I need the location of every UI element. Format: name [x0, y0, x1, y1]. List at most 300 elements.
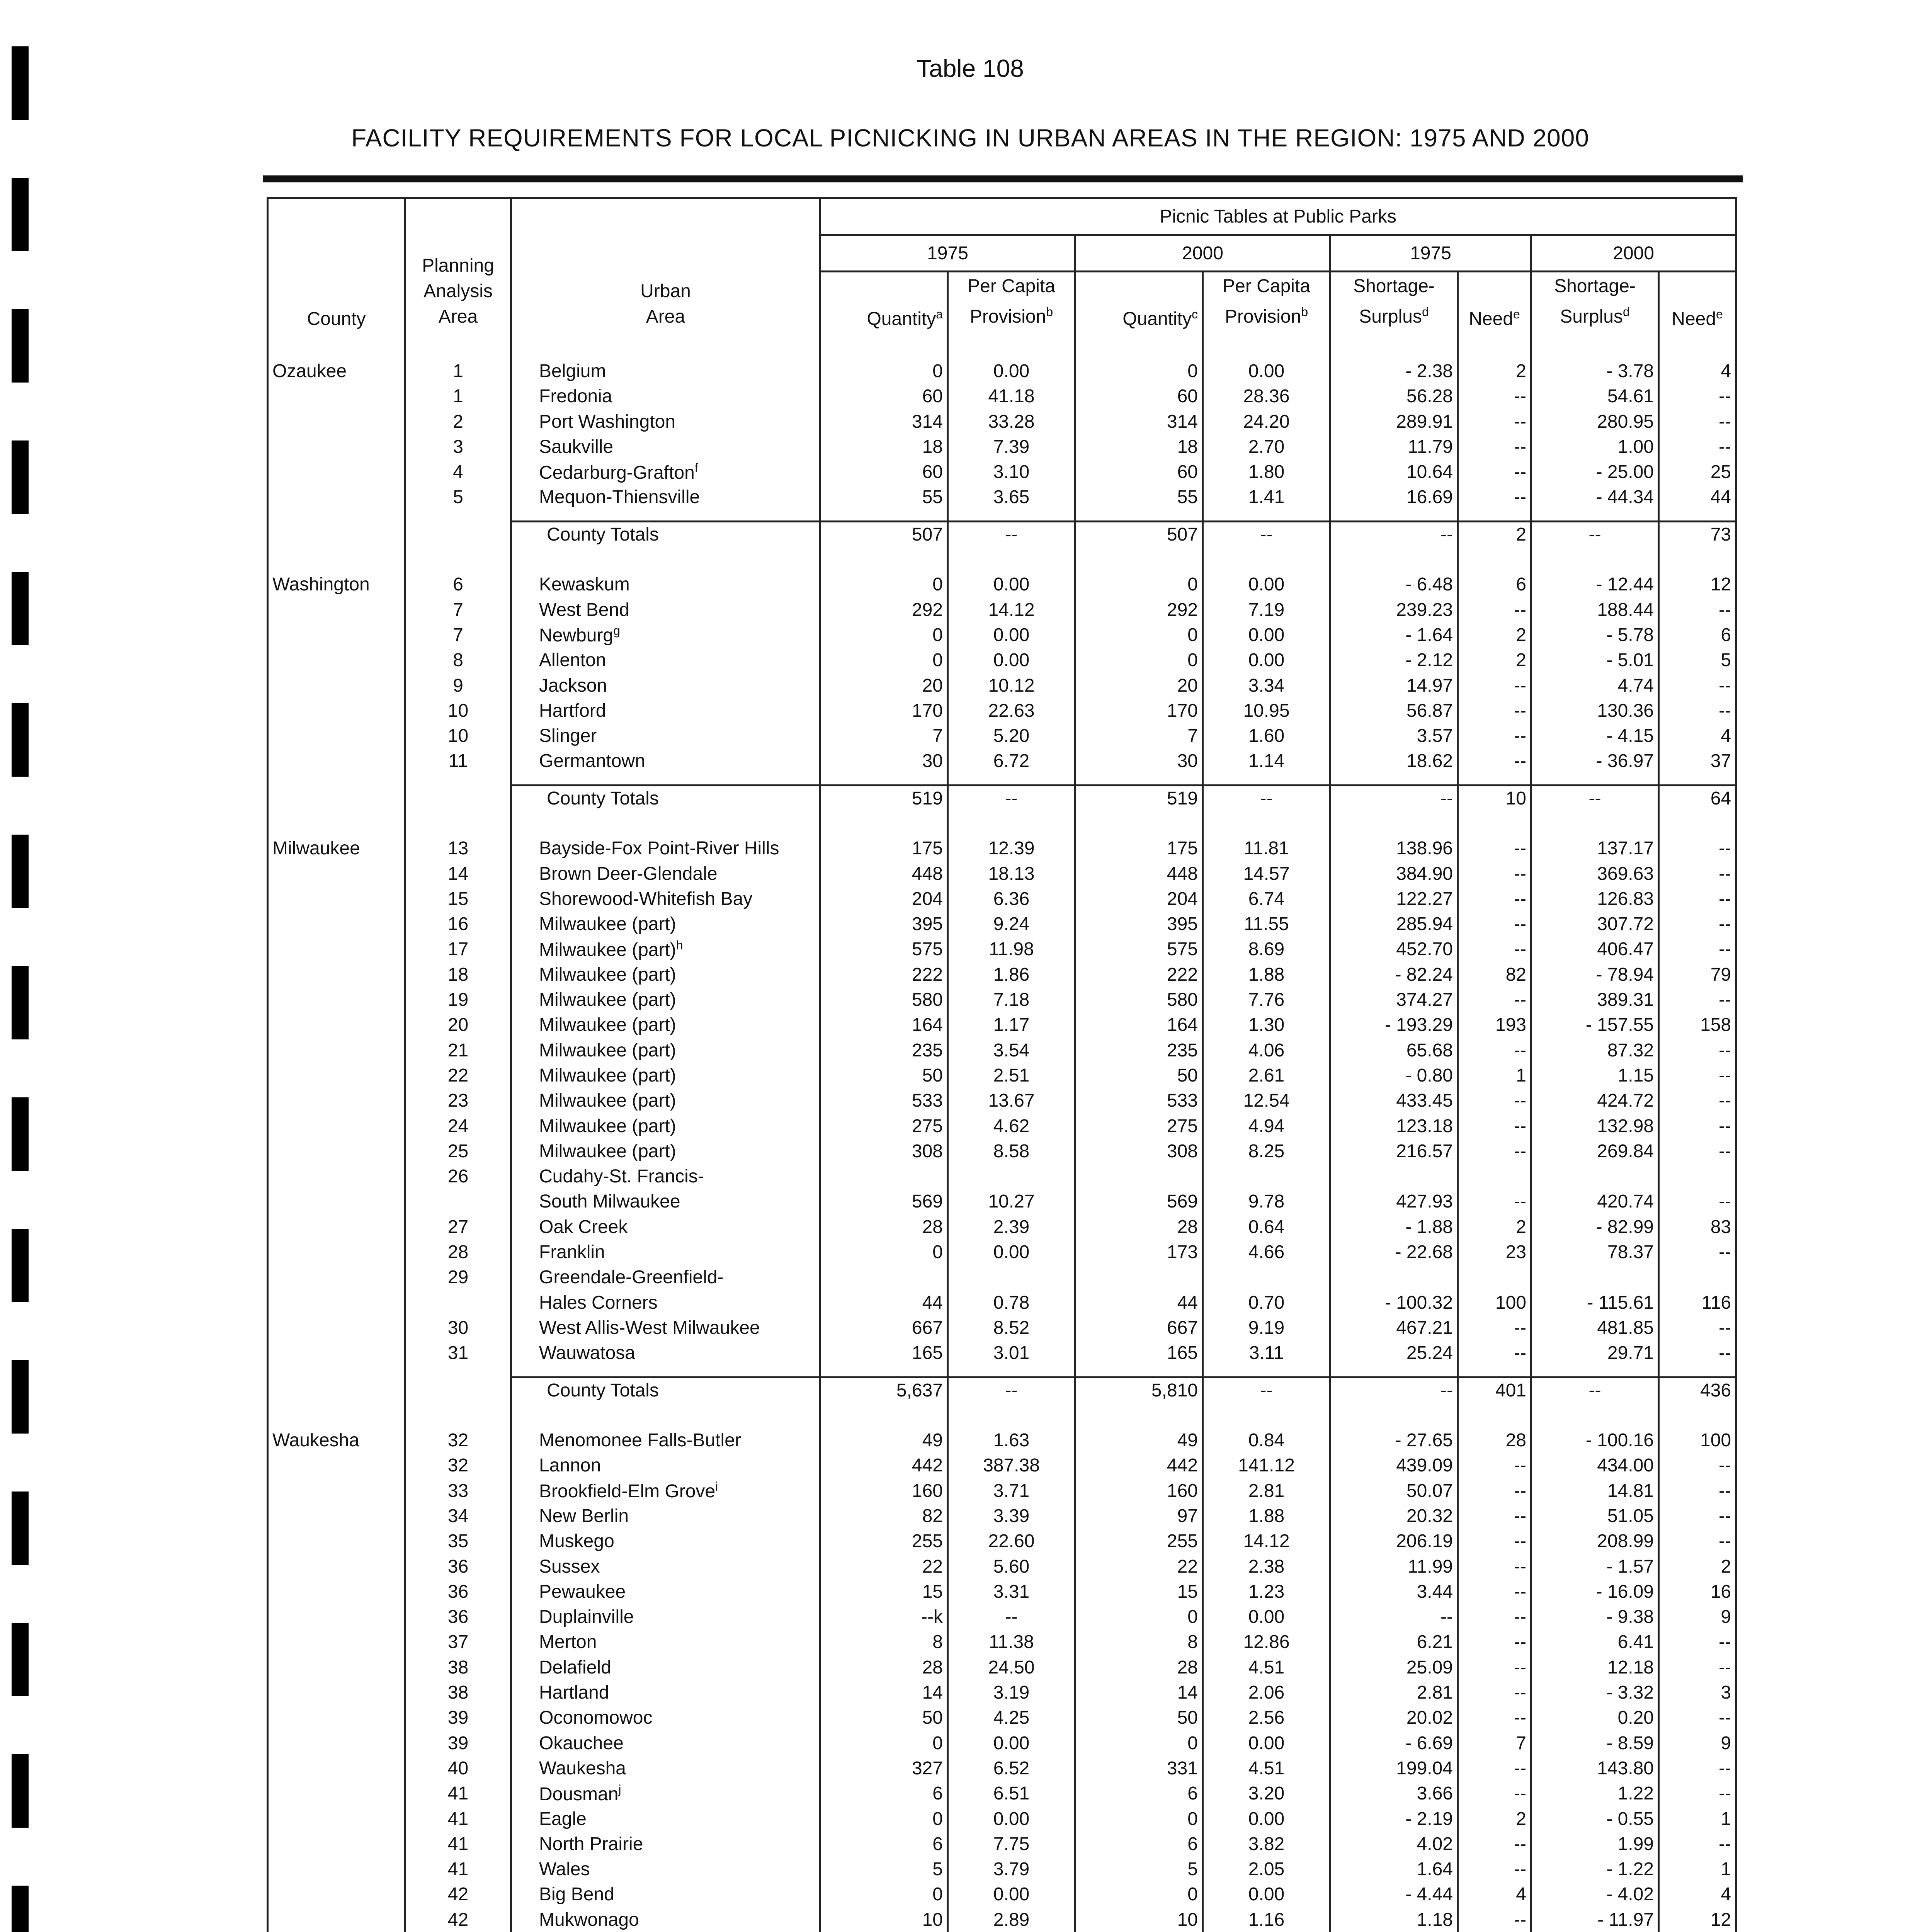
- table-row: [268, 1340, 1736, 1366]
- shortage-surplus-1975: 467.21: [1330, 1315, 1458, 1340]
- planning-area: 28: [405, 1240, 511, 1265]
- quantity-2000: 255: [1075, 1529, 1203, 1554]
- urban-area-name: Big Bend: [539, 1884, 614, 1905]
- urban-area-name: Milwaukee (part): [539, 990, 676, 1010]
- planning-area-header: Planning Analysis Area: [405, 198, 511, 333]
- planning-area: 8: [405, 648, 511, 673]
- urban-area: [511, 434, 820, 459]
- shortage-surplus-1975: 50.07: [1330, 1478, 1458, 1503]
- per-capita-2000: 2.61: [1203, 1063, 1330, 1088]
- table-row: [268, 912, 1736, 937]
- per-capita-1975: 1.63: [948, 1428, 1075, 1453]
- footnote-marker: f: [694, 461, 698, 475]
- per-capita-2000: 0.00: [1203, 1806, 1330, 1831]
- planning-area: 18: [405, 962, 511, 987]
- per-capita-2000: 11.55: [1203, 912, 1330, 937]
- need-1975: --: [1458, 1680, 1531, 1705]
- need-2000: --: [1659, 1832, 1736, 1857]
- shortage-surplus-1975: 4.02: [1330, 1832, 1458, 1857]
- total-per-capita-1975: --: [948, 522, 1075, 547]
- planning-area: 38: [405, 1655, 511, 1680]
- planning-area: 22: [405, 1063, 511, 1088]
- per-capita-2000: 14.12: [1203, 1529, 1330, 1554]
- shortage-surplus-1975: 25.09: [1330, 1655, 1458, 1680]
- quantity-2000: 569: [1075, 1189, 1203, 1214]
- per-capita-1975: 0.00: [948, 1882, 1075, 1907]
- urban-area: [511, 359, 820, 384]
- quantity-2000: 165: [1075, 1340, 1203, 1366]
- quantity-1975: 6: [820, 1832, 948, 1857]
- urban-area: [511, 1088, 820, 1113]
- need-1975: --: [1458, 698, 1531, 723]
- binding-mark: [12, 703, 29, 777]
- shortage-surplus-1975: 56.87: [1330, 698, 1458, 723]
- quantity-2000-header: Quantity$^c$: [1075, 272, 1203, 333]
- shortage-surplus-2000: 269.84: [1531, 1139, 1659, 1164]
- table-row: [268, 1214, 1736, 1240]
- county-cell: [268, 698, 405, 723]
- need-2000: 6: [1659, 622, 1736, 648]
- binding-mark: [12, 835, 29, 908]
- shortage-surplus-1975: 206.19: [1330, 1529, 1458, 1554]
- urban-area-name: Mukwonago: [539, 1909, 639, 1930]
- shortage-surplus-2000: 481.85: [1531, 1315, 1659, 1340]
- urban-area-name: Greendale-Greenfield-: [539, 1267, 724, 1288]
- need-2000: --: [1659, 1756, 1736, 1781]
- need-1975: --: [1458, 1554, 1531, 1579]
- table-row: [268, 1731, 1736, 1756]
- county-cell: [268, 1088, 405, 1113]
- county-cell: [268, 1478, 405, 1503]
- quantity-2000: 50: [1075, 1063, 1203, 1088]
- per-capita-1975: 0.00: [948, 622, 1075, 648]
- quantity-1975: 30: [820, 748, 948, 774]
- planning-area: 16: [405, 912, 511, 937]
- table-row: [268, 723, 1736, 748]
- planning-area: 41: [405, 1806, 511, 1831]
- quantity-2000: 50: [1075, 1705, 1203, 1730]
- shortage-surplus-1975: 374.27: [1330, 987, 1458, 1012]
- need-1975: 6: [1458, 572, 1531, 597]
- county-cell: [268, 1680, 405, 1705]
- need-1975: --: [1458, 1629, 1531, 1655]
- urban-area: [511, 409, 820, 434]
- urban-area-name: Cudahy-St. Francis-: [539, 1166, 704, 1187]
- per-capita-2000: 6.74: [1203, 886, 1330, 912]
- county-cell: [268, 648, 405, 673]
- county-totals-row: [268, 522, 1736, 547]
- need-1975: --: [1458, 836, 1531, 861]
- need-2000: --: [1659, 1139, 1736, 1164]
- per-capita-2000: 2.70: [1203, 434, 1330, 459]
- county-totals-label: County Totals: [511, 1377, 820, 1402]
- county-cell: [268, 622, 405, 648]
- urban-area-name: Sussex: [539, 1556, 600, 1577]
- urban-area: [511, 1731, 820, 1756]
- need-2000: --: [1659, 409, 1736, 434]
- quantity-1975: 50: [820, 1705, 948, 1730]
- binding-mark: [12, 966, 29, 1039]
- urban-area-name: Saukville: [539, 436, 614, 457]
- per-capita-2000: 1.30: [1203, 1012, 1330, 1037]
- need-1975: --: [1458, 1857, 1531, 1882]
- shortage-surplus-1975: 123.18: [1330, 1113, 1458, 1138]
- total-shortage-surplus-2000: --: [1531, 1377, 1659, 1402]
- total-quantity-2000: 519: [1075, 786, 1203, 811]
- table-row: [268, 1705, 1736, 1730]
- quantity-1975: 49: [820, 1428, 948, 1453]
- need-2000: --: [1659, 1113, 1736, 1138]
- table-row: [268, 1604, 1736, 1629]
- need-2000: --: [1659, 673, 1736, 698]
- need-1975: --: [1458, 1579, 1531, 1604]
- table-row: [268, 987, 1736, 1012]
- shortage-surplus-2000: - 78.94: [1531, 962, 1659, 987]
- quantity-1975: 327: [820, 1756, 948, 1781]
- per-capita-2000: 1.80: [1203, 459, 1330, 485]
- shortage-surplus-1975: 427.93: [1330, 1189, 1458, 1214]
- table-row: [268, 1038, 1736, 1063]
- quantity-1975: 170: [820, 698, 948, 723]
- urban-area-name: Milwaukee (part): [539, 1090, 676, 1111]
- county-cell: [268, 1290, 405, 1315]
- urban-area-name: Lannon: [539, 1455, 601, 1476]
- quantity-2000: [1075, 1265, 1203, 1290]
- shortage-surplus-2000: - 1.22: [1531, 1857, 1659, 1882]
- shortage-surplus-1975: 1.18: [1330, 1907, 1458, 1932]
- binding-mark: [12, 178, 29, 251]
- need-2000: --: [1659, 861, 1736, 886]
- need-1975: 2: [1458, 622, 1531, 648]
- per-capita-1975: 10.12: [948, 673, 1075, 698]
- planning-area: 2: [405, 409, 511, 434]
- per-capita-2000: 24.20: [1203, 409, 1330, 434]
- urban-area: [511, 1290, 820, 1315]
- county-cell: [268, 1655, 405, 1680]
- per-capita-1975-header: Per Capita Provision$^b$: [948, 272, 1075, 333]
- urban-area-name: West Bend: [539, 599, 629, 620]
- need-2000: --: [1659, 886, 1736, 912]
- county-name: Milwaukee: [268, 836, 405, 861]
- county-cell: [268, 1529, 405, 1554]
- quantity-2000: 160: [1075, 1478, 1203, 1503]
- need-1975: --: [1458, 434, 1531, 459]
- urban-area: [511, 1164, 820, 1189]
- per-capita-1975: 24.50: [948, 1655, 1075, 1680]
- binding-mark: [12, 1492, 29, 1565]
- quantity-2000: 10: [1075, 1907, 1203, 1932]
- planning-area: 42: [405, 1907, 511, 1932]
- planning-area: 39: [405, 1731, 511, 1756]
- county-totals-row: [268, 786, 1736, 811]
- urban-area-name: Belgium: [539, 361, 606, 381]
- binding-mark: [12, 572, 29, 645]
- planning-area: 34: [405, 1503, 511, 1529]
- binding-mark: [12, 309, 29, 383]
- urban-area-name: Milwaukee (part): [539, 1040, 676, 1061]
- need-2000: --: [1659, 912, 1736, 937]
- county-cell: [268, 1554, 405, 1579]
- county-cell: [268, 723, 405, 748]
- need-1975: --: [1458, 1453, 1531, 1478]
- urban-area-name: Port Washington: [539, 411, 676, 432]
- urban-area: [511, 1189, 820, 1214]
- need-2000: 3: [1659, 1680, 1736, 1705]
- planning-area: 7: [405, 622, 511, 648]
- per-capita-2000: 0.70: [1203, 1290, 1330, 1315]
- shortage-surplus-1975: - 82.24: [1330, 962, 1458, 987]
- planning-area: 20: [405, 1012, 511, 1037]
- per-capita-2000: 12.54: [1203, 1088, 1330, 1113]
- need-2000: --: [1659, 1038, 1736, 1063]
- shortage-surplus-1975: - 100.32: [1330, 1290, 1458, 1315]
- quantity-2000: 275: [1075, 1113, 1203, 1138]
- urban-area: [511, 1857, 820, 1882]
- planning-area: 41: [405, 1857, 511, 1882]
- county-cell: [268, 1756, 405, 1781]
- shortage-surplus-2000: - 25.00: [1531, 459, 1659, 485]
- planning-area: 37: [405, 1629, 511, 1655]
- shortage-surplus-2000: - 3.78: [1531, 359, 1659, 384]
- need-1975: --: [1458, 1832, 1531, 1857]
- shortage-surplus-2000: - 5.01: [1531, 648, 1659, 673]
- need-1975: --: [1458, 384, 1531, 409]
- table-number: Table 108: [917, 54, 1024, 82]
- quantity-2000: 0: [1075, 622, 1203, 648]
- per-capita-1975: 0.00: [948, 1240, 1075, 1265]
- urban-area: [511, 1680, 820, 1705]
- need-2000: --: [1659, 1503, 1736, 1529]
- need-1975: --: [1458, 1478, 1531, 1503]
- shortage-surplus-1975: - 6.48: [1330, 572, 1458, 597]
- need-1975: 1: [1458, 1063, 1531, 1088]
- footnote-marker: h: [676, 938, 683, 952]
- shortage-surplus-2000: - 115.61: [1531, 1290, 1659, 1315]
- planning-area: 29: [405, 1265, 511, 1290]
- quantity-1975: 22: [820, 1554, 948, 1579]
- need-1975: --: [1458, 1907, 1531, 1932]
- shortage-surplus-1975: 138.96: [1330, 836, 1458, 861]
- urban-area-name: Hartford: [539, 700, 606, 721]
- quantity-1975: 20: [820, 673, 948, 698]
- planning-area: 14: [405, 861, 511, 886]
- need-1975: --: [1458, 723, 1531, 748]
- per-capita-2000: [1203, 1265, 1330, 1290]
- table-row: [268, 409, 1736, 434]
- need-2000: 4: [1659, 1882, 1736, 1907]
- urban-area-name: West Allis-West Milwaukee: [539, 1317, 760, 1338]
- need-1975: [1458, 1265, 1531, 1290]
- table-row: [268, 1655, 1736, 1680]
- quantity-2000: 580: [1075, 987, 1203, 1012]
- per-capita-1975: 14.12: [948, 597, 1075, 622]
- per-capita-1975: 2.39: [948, 1214, 1075, 1240]
- per-capita-2000: 10.95: [1203, 698, 1330, 723]
- need-2000: 2: [1659, 1554, 1736, 1579]
- per-capita-2000: 28.36: [1203, 384, 1330, 409]
- need-1975: 2: [1458, 359, 1531, 384]
- per-capita-2000: 1.16: [1203, 1907, 1330, 1932]
- table-row: [268, 836, 1736, 861]
- table-row: [268, 1189, 1736, 1214]
- quantity-2000: 442: [1075, 1453, 1203, 1478]
- per-capita-2000: 0.00: [1203, 648, 1330, 673]
- quantity-1975: 15: [820, 1579, 948, 1604]
- urban-area-name: Delafield: [539, 1657, 611, 1678]
- planning-area: 10: [405, 723, 511, 748]
- urban-area: [511, 723, 820, 748]
- quantity-1975: 0: [820, 622, 948, 648]
- per-capita-1975: 0.00: [948, 359, 1075, 384]
- need-1975: --: [1458, 459, 1531, 485]
- total-need-2000: 64: [1659, 786, 1736, 811]
- urban-area: [511, 1453, 820, 1478]
- quantity-1975: 314: [820, 409, 948, 434]
- per-capita-1975: 4.62: [948, 1113, 1075, 1138]
- shortage-surplus-1975-header: Shortage- Surplus$^d$: [1330, 272, 1458, 333]
- quantity-1975: 204: [820, 886, 948, 912]
- urban-area: [511, 987, 820, 1012]
- table-row: [268, 1579, 1736, 1604]
- need-2000: --: [1659, 597, 1736, 622]
- shortage-surplus-1975: 16.69: [1330, 485, 1458, 510]
- quantity-1975: 448: [820, 861, 948, 886]
- shortage-surplus-1975: 14.97: [1330, 673, 1458, 698]
- per-capita-2000: 1.88: [1203, 1503, 1330, 1529]
- totals-spacer: [268, 1366, 1736, 1377]
- quantity-1975: 8: [820, 1629, 948, 1655]
- per-capita-2000: 4.51: [1203, 1756, 1330, 1781]
- year-1975-header: 1975: [820, 235, 1075, 272]
- per-capita-2000: 0.00: [1203, 359, 1330, 384]
- county-totals-label: County Totals: [511, 522, 820, 547]
- per-capita-1975: 387.38: [948, 1453, 1075, 1478]
- urban-area: [511, 1655, 820, 1680]
- county-cell: [268, 1857, 405, 1882]
- urban-area: [511, 1832, 820, 1857]
- quantity-1975: [820, 1265, 948, 1290]
- need-2000: 12: [1659, 572, 1736, 597]
- urban-area-name: Muskego: [539, 1531, 614, 1552]
- need-2000: 16: [1659, 1579, 1736, 1604]
- per-capita-2000: 0.64: [1203, 1214, 1330, 1240]
- urban-area-name: Wales: [539, 1859, 590, 1880]
- per-capita-1975: 3.79: [948, 1857, 1075, 1882]
- per-capita-2000: 1.88: [1203, 962, 1330, 987]
- quantity-2000: 0: [1075, 1731, 1203, 1756]
- shortage-surplus-2000: 1.99: [1531, 1832, 1659, 1857]
- quantity-1975: 50: [820, 1063, 948, 1088]
- per-capita-2000-header: Per Capita Provision$^b$: [1203, 272, 1330, 333]
- quantity-1975: --k: [820, 1604, 948, 1629]
- county-cell: [268, 597, 405, 622]
- per-capita-2000: [1203, 1164, 1330, 1189]
- binding-mark: [12, 1623, 29, 1696]
- planning-area: 21: [405, 1038, 511, 1063]
- need-2000: --: [1659, 987, 1736, 1012]
- total-need-2000: 73: [1659, 522, 1736, 547]
- quantity-1975: 0: [820, 1731, 948, 1756]
- urban-area: [511, 1113, 820, 1138]
- binding-mark: [12, 1886, 29, 1932]
- per-capita-2000: 2.81: [1203, 1478, 1330, 1503]
- need-2000: --: [1659, 1478, 1736, 1503]
- shortage-surplus-1975: - 2.12: [1330, 648, 1458, 673]
- per-capita-2000: 141.12: [1203, 1453, 1330, 1478]
- per-capita-1975: 4.25: [948, 1705, 1075, 1730]
- shortage-surplus-2000: - 4.15: [1531, 723, 1659, 748]
- county-cell: [268, 987, 405, 1012]
- urban-area: [511, 1604, 820, 1629]
- table-row: [268, 1554, 1736, 1579]
- need-2000: --: [1659, 1315, 1736, 1340]
- planning-area: 3: [405, 434, 511, 459]
- table-row: [268, 1063, 1736, 1088]
- quantity-1975: 60: [820, 384, 948, 409]
- per-capita-2000: 4.06: [1203, 1038, 1330, 1063]
- per-capita-1975: 13.67: [948, 1088, 1075, 1113]
- table-row: [268, 1781, 1736, 1806]
- need-2000: 100: [1659, 1428, 1736, 1453]
- quantity-2000: 175: [1075, 836, 1203, 861]
- total-shortage-surplus-1975: --: [1330, 522, 1458, 547]
- urban-area: [511, 1554, 820, 1579]
- quantity-1975-header: Quantity$^a$: [820, 272, 948, 333]
- quantity-1975: 395: [820, 912, 948, 937]
- shortage-surplus-1975: - 1.64: [1330, 622, 1458, 648]
- per-capita-2000: 14.57: [1203, 861, 1330, 886]
- need-1975: --: [1458, 937, 1531, 962]
- shortage-surplus-1975: [1330, 1164, 1458, 1189]
- binding-mark: [12, 1754, 29, 1828]
- county-cell: [268, 1340, 405, 1366]
- totals-spacer: [268, 510, 1736, 522]
- need-1975: 7: [1458, 1731, 1531, 1756]
- urban-area-name: New Berlin: [539, 1506, 629, 1526]
- quantity-1975: 275: [820, 1113, 948, 1138]
- urban-area-name: Milwaukee (part): [539, 1141, 676, 1162]
- need-2000: 9: [1659, 1604, 1736, 1629]
- quantity-1975: 165: [820, 1340, 948, 1366]
- urban-area: [511, 673, 820, 698]
- need-1975: --: [1458, 1189, 1531, 1214]
- quantity-2000: 8: [1075, 1629, 1203, 1655]
- total-quantity-1975: 507: [820, 522, 948, 547]
- shortage-surplus-1975: 216.57: [1330, 1139, 1458, 1164]
- urban-area: [511, 1882, 820, 1907]
- quantity-1975: 0: [820, 1806, 948, 1831]
- table-row: [268, 1240, 1736, 1265]
- table-row: [268, 1113, 1736, 1138]
- shortage-surplus-2000: - 157.55: [1531, 1012, 1659, 1037]
- per-capita-1975: 3.19: [948, 1680, 1075, 1705]
- quantity-1975: 0: [820, 1882, 948, 1907]
- county-cell: [268, 1265, 405, 1290]
- quantity-2000: 575: [1075, 937, 1203, 962]
- planning-area: 13: [405, 836, 511, 861]
- shortage-surplus-1975: 65.68: [1330, 1038, 1458, 1063]
- per-capita-1975: 3.31: [948, 1579, 1075, 1604]
- urban-area: [511, 1214, 820, 1240]
- shortage-surplus-2000: 369.63: [1531, 861, 1659, 886]
- quantity-2000: 7: [1075, 723, 1203, 748]
- urban-area-name: Brown Deer-Glendale: [539, 863, 718, 884]
- county-cell: [268, 1063, 405, 1088]
- county-cell: [268, 485, 405, 510]
- table-row: [268, 1907, 1736, 1932]
- need-2000: 44: [1659, 485, 1736, 510]
- table-row: [268, 937, 1736, 962]
